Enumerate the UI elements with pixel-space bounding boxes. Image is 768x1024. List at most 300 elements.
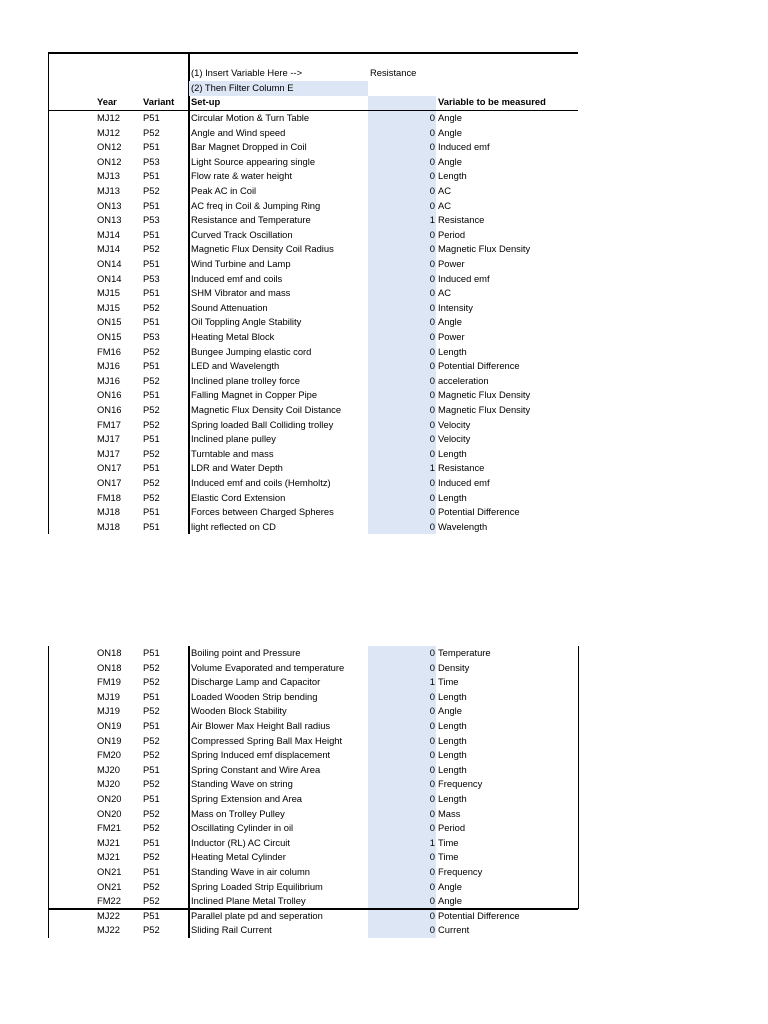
year-cell[interactable]: FM17	[97, 418, 121, 430]
year-cell[interactable]: FM20	[97, 749, 121, 761]
setup-cell[interactable]: Inclined Plane Metal Trolley	[191, 895, 306, 907]
table-row	[0, 126, 768, 141]
measured-variable-cell[interactable]: Length	[438, 793, 467, 804]
year-cell[interactable]: ON12	[97, 155, 122, 167]
measured-variable-cell[interactable]: Angle	[438, 155, 462, 167]
match-value-cell[interactable]: 0	[429, 243, 435, 255]
year-cell[interactable]: MJ15	[97, 301, 120, 313]
measured-variable-cell[interactable]: Length	[438, 749, 467, 761]
year-cell[interactable]: MJ21	[97, 836, 120, 848]
variant-cell[interactable]: P53	[143, 331, 160, 342]
measured-variable-cell[interactable]: Velocity	[438, 418, 471, 430]
variant-cell[interactable]: P52	[143, 778, 160, 790]
variant-cell[interactable]: P52	[143, 301, 160, 313]
variant-cell[interactable]: P52	[143, 185, 160, 196]
measured-variable-cell[interactable]: Resistance	[438, 214, 485, 226]
measured-variable-cell[interactable]: Angle	[438, 880, 462, 892]
measured-variable-cell[interactable]: Time	[438, 836, 459, 848]
table-row	[0, 330, 768, 345]
match-value-cell[interactable]: 0	[429, 822, 435, 834]
setup-cell[interactable]: Circular Motion & Turn Table	[191, 112, 310, 123]
table-row	[0, 675, 768, 690]
table-row	[0, 388, 768, 403]
setup-cell[interactable]: AC freq in Coil & Jumping Ring	[191, 199, 321, 211]
year-cell[interactable]: MJ16	[97, 360, 120, 372]
table-row	[0, 719, 768, 734]
variant-cell[interactable]: P51	[143, 836, 160, 848]
year-cell[interactable]: MJ12	[97, 112, 120, 123]
setup-cell[interactable]: LED and Wavelength	[191, 360, 280, 372]
variant-cell[interactable]: P52	[143, 661, 160, 673]
match-value-cell[interactable]: 0	[429, 258, 435, 269]
year-cell[interactable]: ON19	[97, 720, 122, 731]
year-cell[interactable]: MJ18	[97, 520, 120, 532]
year-cell[interactable]: MJ21	[97, 851, 120, 863]
setup-cell[interactable]: Magnetic Flux Density Coil Radius	[191, 243, 334, 255]
table-row	[0, 374, 768, 389]
setup-cell[interactable]: Light Source appearing single	[191, 155, 316, 167]
year-cell[interactable]: ON16	[97, 389, 122, 401]
match-value-cell[interactable]: 0	[429, 433, 435, 445]
setup-cell[interactable]: Compressed Spring Ball Max Height	[191, 734, 343, 746]
measured-variable-cell[interactable]: Time	[438, 676, 459, 688]
match-value-cell[interactable]: 0	[429, 360, 435, 372]
setup-cell[interactable]: Curved Track Oscillation	[191, 228, 293, 240]
match-value-cell[interactable]: 0	[429, 287, 435, 299]
measured-variable-cell[interactable]: Angle	[438, 126, 462, 138]
measured-variable-cell[interactable]: AC	[438, 199, 452, 211]
table-row	[0, 257, 768, 272]
setup-cell[interactable]: Inductor (RL) AC Circuit	[191, 836, 290, 848]
variant-cell[interactable]: P51	[143, 866, 160, 877]
setup-cell[interactable]: Discharge Lamp and Capacitor	[191, 676, 321, 688]
variant-cell[interactable]: P52	[143, 749, 160, 761]
match-value-cell[interactable]: 1	[429, 214, 435, 226]
match-value-cell[interactable]: 0	[429, 447, 435, 459]
measured-variable-cell[interactable]: Magnetic Flux Density	[438, 389, 531, 401]
setup-cell[interactable]: Spring Loaded Strip Equilibrium	[191, 880, 323, 892]
setup-cell[interactable]: Elastic Cord Extension	[191, 491, 286, 503]
col-variant-header: Variant	[143, 96, 175, 107]
variant-cell[interactable]: P51	[143, 462, 160, 474]
table-row	[0, 286, 768, 301]
table-row	[0, 345, 768, 360]
measured-variable-cell[interactable]: acceleration	[438, 374, 489, 386]
measured-variable-cell[interactable]: Temperature	[438, 647, 491, 658]
setup-cell[interactable]: Induced emf and coils	[191, 272, 283, 284]
setup-cell[interactable]: Boiling point and Pressure	[191, 647, 301, 658]
match-value-cell[interactable]: 0	[429, 477, 435, 488]
match-value-cell[interactable]: 0	[429, 301, 435, 313]
table-row	[0, 169, 768, 184]
match-value-cell[interactable]: 0	[429, 749, 435, 761]
measured-variable-cell[interactable]: Wavelength	[438, 520, 488, 532]
year-cell[interactable]: MJ13	[97, 170, 120, 182]
match-value-cell[interactable]: 0	[429, 141, 435, 153]
variant-cell[interactable]: P53	[143, 155, 160, 167]
variant-cell[interactable]: P52	[143, 851, 160, 863]
year-cell[interactable]: MJ14	[97, 228, 120, 240]
table-row	[0, 894, 768, 909]
match-value-cell[interactable]: 0	[429, 170, 435, 182]
measured-variable-cell[interactable]: Length	[438, 447, 467, 459]
variant-cell[interactable]: P52	[143, 734, 160, 746]
match-value-cell[interactable]: 0	[429, 895, 435, 907]
match-value-cell[interactable]: 0	[429, 924, 435, 936]
table-row	[0, 301, 768, 316]
measured-variable-cell[interactable]: Length	[438, 170, 467, 182]
measured-variable-cell[interactable]: Period	[438, 228, 466, 240]
setup-cell[interactable]: Wind Turbine and Lamp	[191, 258, 291, 269]
table-row	[0, 807, 768, 822]
table-row	[0, 763, 768, 778]
setup-cell[interactable]: Bungee Jumping elastic cord	[191, 345, 312, 357]
variant-cell[interactable]: P52	[143, 705, 160, 717]
measured-variable-cell[interactable]: Length	[438, 720, 467, 731]
variant-cell[interactable]: P52	[143, 126, 160, 138]
measured-variable-cell[interactable]: Length	[438, 345, 467, 357]
match-value-cell[interactable]: 0	[429, 705, 435, 717]
table-row	[0, 359, 768, 374]
match-value-cell[interactable]: 0	[429, 520, 435, 532]
match-value-cell[interactable]: 0	[429, 793, 435, 804]
match-value-cell[interactable]: 0	[429, 126, 435, 138]
variant-cell[interactable]: P51	[143, 112, 160, 123]
measured-variable-cell[interactable]: Angle	[438, 895, 462, 907]
variant-cell[interactable]: P52	[143, 880, 160, 892]
match-value-cell[interactable]: 0	[429, 199, 435, 211]
setup-cell[interactable]: Wooden Block Stability	[191, 705, 287, 717]
measured-variable-cell[interactable]: Resistance	[438, 462, 485, 474]
top-border	[48, 52, 578, 54]
measured-variable-cell[interactable]: Potential Difference	[438, 360, 520, 372]
year-cell[interactable]: MJ15	[97, 287, 120, 299]
table-row	[0, 690, 768, 705]
table-row	[0, 213, 768, 228]
year-cell[interactable]: MJ22	[97, 909, 120, 921]
setup-cell[interactable]: Heating Metal Cylinder	[191, 851, 286, 863]
setup-cell[interactable]: Standing Wave on string	[191, 778, 293, 790]
year-cell[interactable]: FM18	[97, 491, 121, 503]
year-cell[interactable]: ON15	[97, 331, 122, 342]
variant-cell[interactable]: P52	[143, 807, 160, 819]
table-row	[0, 646, 768, 661]
setup-cell[interactable]: Bar Magnet Dropped in Coil	[191, 141, 307, 153]
measured-variable-cell[interactable]: Length	[438, 734, 467, 746]
year-cell[interactable]: FM21	[97, 822, 121, 834]
table-row	[0, 155, 768, 170]
measured-variable-cell[interactable]: Potential Difference	[438, 909, 520, 921]
variant-cell[interactable]: P51	[143, 141, 160, 153]
year-cell[interactable]: MJ22	[97, 924, 120, 936]
table-row	[0, 661, 768, 676]
year-cell[interactable]: ON16	[97, 404, 122, 415]
col-measured-header[interactable]: Variable to be measured	[438, 96, 546, 107]
match-value-cell[interactable]: 0	[429, 228, 435, 240]
table-row	[0, 748, 768, 763]
match-value-cell[interactable]: 0	[429, 316, 435, 328]
year-cell[interactable]: MJ19	[97, 705, 120, 717]
measured-variable-cell[interactable]: Induced emf	[438, 272, 490, 284]
measured-variable-cell[interactable]: Current	[438, 924, 470, 936]
year-cell[interactable]: ON21	[97, 866, 122, 877]
setup-cell[interactable]: Resistance and Temperature	[191, 214, 311, 226]
year-cell[interactable]: ON20	[97, 793, 122, 804]
year-cell[interactable]: MJ13	[97, 185, 120, 196]
setup-cell[interactable]: Sliding Rail Current	[191, 924, 272, 936]
measured-variable-cell[interactable]: Length	[438, 690, 467, 702]
match-value-cell[interactable]: 0	[429, 506, 435, 518]
setup-cell[interactable]: Peak AC in Coil	[191, 185, 257, 196]
match-value-cell[interactable]: 0	[429, 734, 435, 746]
year-cell[interactable]: MJ14	[97, 243, 120, 255]
match-value-cell[interactable]: 0	[429, 345, 435, 357]
variant-cell[interactable]: P51	[143, 793, 160, 804]
setup-cell[interactable]: Parallel plate pd and seperation	[191, 909, 323, 921]
variant-cell[interactable]: P51	[143, 763, 160, 775]
match-value-cell[interactable]: 0	[429, 763, 435, 775]
match-value-cell[interactable]: 0	[429, 331, 435, 342]
variant-cell[interactable]: P52	[143, 924, 160, 936]
year-cell[interactable]: ON20	[97, 807, 122, 819]
variant-cell[interactable]: P51	[143, 690, 160, 702]
year-cell[interactable]: MJ20	[97, 778, 120, 790]
setup-cell[interactable]: Spring Induced emf displacement	[191, 749, 331, 761]
year-cell[interactable]: MJ19	[97, 690, 120, 702]
match-value-cell[interactable]: 0	[429, 851, 435, 863]
table-row	[0, 836, 768, 851]
measured-variable-cell[interactable]: Angle	[438, 316, 462, 328]
match-value-cell[interactable]: 0	[429, 647, 435, 658]
variant-cell[interactable]: P51	[143, 287, 160, 299]
measured-variable-cell[interactable]: Induced emf	[438, 141, 490, 153]
year-cell[interactable]: ON18	[97, 661, 122, 673]
table-row	[0, 111, 768, 126]
table-row	[0, 447, 768, 462]
measured-variable-cell[interactable]: Induced emf	[438, 477, 490, 488]
year-cell[interactable]: FM19	[97, 676, 121, 688]
setup-cell[interactable]: Heating Metal Block	[191, 331, 275, 342]
setup-cell[interactable]: Volume Evaporated and temperature	[191, 661, 345, 673]
setup-cell[interactable]: LDR and Water Depth	[191, 462, 283, 474]
variant-cell[interactable]: P51	[143, 909, 160, 921]
year-cell[interactable]: ON14	[97, 258, 122, 269]
match-value-cell[interactable]: 0	[429, 778, 435, 790]
year-cell[interactable]: FM16	[97, 345, 121, 357]
year-cell[interactable]: MJ16	[97, 374, 120, 386]
year-cell[interactable]: ON18	[97, 647, 122, 658]
variant-cell[interactable]: P52	[143, 404, 160, 415]
setup-cell[interactable]: Flow rate & water height	[191, 170, 293, 182]
variant-cell[interactable]: P51	[143, 389, 160, 401]
table-row	[0, 923, 768, 938]
measured-variable-cell[interactable]: Power	[438, 331, 465, 342]
table-row	[0, 315, 768, 330]
variant-cell[interactable]: P51	[143, 258, 160, 269]
measured-variable-cell[interactable]: AC	[438, 287, 452, 299]
variant-cell[interactable]: P52	[143, 447, 160, 459]
setup-cell[interactable]: light reflected on CD	[191, 520, 276, 532]
setup-cell[interactable]: Loaded Wooden Strip bending	[191, 690, 318, 702]
variant-cell[interactable]: P53	[143, 214, 160, 226]
table-row	[0, 734, 768, 749]
measured-variable-cell[interactable]: Velocity	[438, 433, 471, 445]
setup-cell[interactable]: Spring Extension and Area	[191, 793, 303, 804]
measured-variable-cell[interactable]: AC	[438, 185, 452, 196]
year-cell[interactable]: ON13	[97, 199, 122, 211]
match-value-cell[interactable]: 0	[429, 389, 435, 401]
year-cell[interactable]: ON17	[97, 477, 122, 488]
variant-cell[interactable]: P51	[143, 170, 160, 182]
year-cell[interactable]: MJ17	[97, 433, 120, 445]
match-value-cell[interactable]: 0	[429, 112, 435, 123]
variant-cell[interactable]: P52	[143, 243, 160, 255]
year-cell[interactable]: MJ12	[97, 126, 120, 138]
table-row	[0, 865, 768, 880]
measured-variable-cell[interactable]: Length	[438, 763, 467, 775]
match-value-cell[interactable]: 0	[429, 720, 435, 731]
measured-variable-cell[interactable]: Length	[438, 491, 467, 503]
measured-variable-cell[interactable]: Time	[438, 851, 459, 863]
setup-cell[interactable]: Turntable and mass	[191, 447, 274, 459]
setup-cell[interactable]: Oscillating Cylinder in oil	[191, 822, 294, 834]
year-cell[interactable]: FM22	[97, 895, 121, 907]
year-cell[interactable]: ON15	[97, 316, 122, 328]
table-row	[0, 403, 768, 418]
table-row	[0, 850, 768, 865]
table-row	[0, 491, 768, 506]
variant-cell[interactable]: P52	[143, 374, 160, 386]
measured-variable-cell[interactable]: Magnetic Flux Density	[438, 404, 531, 415]
year-cell[interactable]: ON21	[97, 880, 122, 892]
variant-cell[interactable]: P51	[143, 520, 160, 532]
match-value-cell[interactable]: 0	[429, 272, 435, 284]
measured-variable-cell[interactable]: Period	[438, 822, 466, 834]
setup-cell[interactable]: Falling Magnet in Copper Pipe	[191, 389, 318, 401]
table-row	[0, 184, 768, 199]
measured-variable-cell[interactable]: Angle	[438, 705, 462, 717]
match-value-cell[interactable]: 0	[429, 807, 435, 819]
setup-cell[interactable]: Inclined plane trolley force	[191, 374, 300, 386]
match-value-cell[interactable]: 0	[429, 880, 435, 892]
match-value-cell[interactable]: 0	[429, 690, 435, 702]
measured-variable-cell[interactable]: Angle	[438, 112, 462, 123]
setup-cell[interactable]: Magnetic Flux Density Coil Distance	[191, 404, 342, 415]
setup-cell[interactable]: Spring loaded Ball Colliding trolley	[191, 418, 334, 430]
setup-cell[interactable]: Standing Wave in air column	[191, 866, 310, 877]
variant-cell[interactable]: P52	[143, 491, 160, 503]
measured-variable-cell[interactable]: Magnetic Flux Density	[438, 243, 531, 255]
match-value-cell[interactable]: 0	[429, 418, 435, 430]
filter-instruction-label: (2) Then Filter Column E	[191, 82, 294, 93]
measured-variable-cell[interactable]: Intensity	[438, 301, 473, 313]
match-value-cell[interactable]: 1	[429, 836, 435, 848]
match-value-cell[interactable]: 0	[429, 866, 435, 877]
match-value-cell[interactable]: 0	[429, 374, 435, 386]
year-cell[interactable]: MJ20	[97, 763, 120, 775]
table-row	[0, 272, 768, 287]
variant-cell[interactable]: P52	[143, 345, 160, 357]
col-setup-header: Set-up	[191, 96, 221, 107]
table-row	[0, 242, 768, 257]
year-cell[interactable]: ON14	[97, 272, 122, 284]
variant-cell[interactable]: P52	[143, 822, 160, 834]
table-header-row	[0, 96, 768, 111]
variable-input-cell[interactable]: Resistance	[370, 67, 417, 78]
year-cell[interactable]: MJ17	[97, 447, 120, 459]
setup-cell[interactable]: Angle and Wind speed	[191, 126, 286, 138]
match-value-cell[interactable]: 0	[429, 491, 435, 503]
variant-cell[interactable]: P51	[143, 506, 160, 518]
setup-cell[interactable]: Spring Constant and Wire Area	[191, 763, 321, 775]
match-value-cell[interactable]: 0	[429, 155, 435, 167]
variant-cell[interactable]: P52	[143, 418, 160, 430]
match-value-cell[interactable]: 1	[429, 462, 435, 474]
table-row	[0, 505, 768, 520]
setup-cell[interactable]: Inclined plane pulley	[191, 433, 276, 445]
match-value-cell[interactable]: 0	[429, 661, 435, 673]
variant-cell[interactable]: P52	[143, 895, 160, 907]
setup-cell[interactable]: SHM Vibrator and mass	[191, 287, 291, 299]
variant-cell[interactable]: P53	[143, 272, 160, 284]
measured-variable-cell[interactable]: Power	[438, 258, 465, 269]
table-row	[0, 704, 768, 719]
variant-cell[interactable]: P51	[143, 647, 160, 658]
col-year-header: Year	[97, 96, 117, 107]
setup-cell[interactable]: Induced emf and coils (Hemholtz)	[191, 477, 331, 488]
setup-cell[interactable]: Mass on Trolley Pulley	[191, 807, 285, 819]
table-row	[0, 821, 768, 836]
match-value-cell[interactable]: 0	[429, 404, 435, 415]
setup-cell[interactable]: Air Blower Max Height Ball radius	[191, 720, 331, 731]
table-row	[0, 199, 768, 214]
table-row	[0, 418, 768, 433]
year-cell[interactable]: ON13	[97, 214, 122, 226]
variant-cell[interactable]: P51	[143, 720, 160, 731]
table-row	[0, 432, 768, 447]
year-cell[interactable]: MJ18	[97, 506, 120, 518]
insert-variable-label: (1) Insert Variable Here -->	[191, 67, 303, 78]
variant-cell[interactable]: P52	[143, 477, 160, 488]
variant-cell[interactable]: P51	[143, 433, 160, 445]
table-row	[0, 909, 768, 924]
measured-variable-cell[interactable]: Potential Difference	[438, 506, 520, 518]
year-cell[interactable]: ON19	[97, 734, 122, 746]
match-value-cell[interactable]: 0	[429, 909, 435, 921]
variant-cell[interactable]: P51	[143, 360, 160, 372]
measured-variable-cell[interactable]: Frequency	[438, 778, 483, 790]
table-row	[0, 520, 768, 535]
variant-cell[interactable]: P52	[143, 676, 160, 688]
variant-cell[interactable]: P51	[143, 199, 160, 211]
match-value-cell[interactable]: 0	[429, 185, 435, 196]
measured-variable-cell[interactable]: Density	[438, 661, 470, 673]
year-cell[interactable]: ON17	[97, 462, 122, 474]
table-row	[0, 476, 768, 491]
year-cell[interactable]: ON12	[97, 141, 122, 153]
table-row	[0, 140, 768, 155]
measured-variable-cell[interactable]: Mass	[438, 807, 461, 819]
variant-cell[interactable]: P51	[143, 316, 160, 328]
table-row	[0, 777, 768, 792]
table-row	[0, 792, 768, 807]
setup-cell[interactable]: Oil Toppling Angle Stability	[191, 316, 302, 328]
variant-cell[interactable]: P51	[143, 228, 160, 240]
measured-variable-cell[interactable]: Frequency	[438, 866, 483, 877]
setup-cell[interactable]: Sound Attenuation	[191, 301, 268, 313]
setup-cell[interactable]: Forces between Charged Spheres	[191, 506, 334, 518]
match-value-cell[interactable]: 1	[429, 676, 435, 688]
